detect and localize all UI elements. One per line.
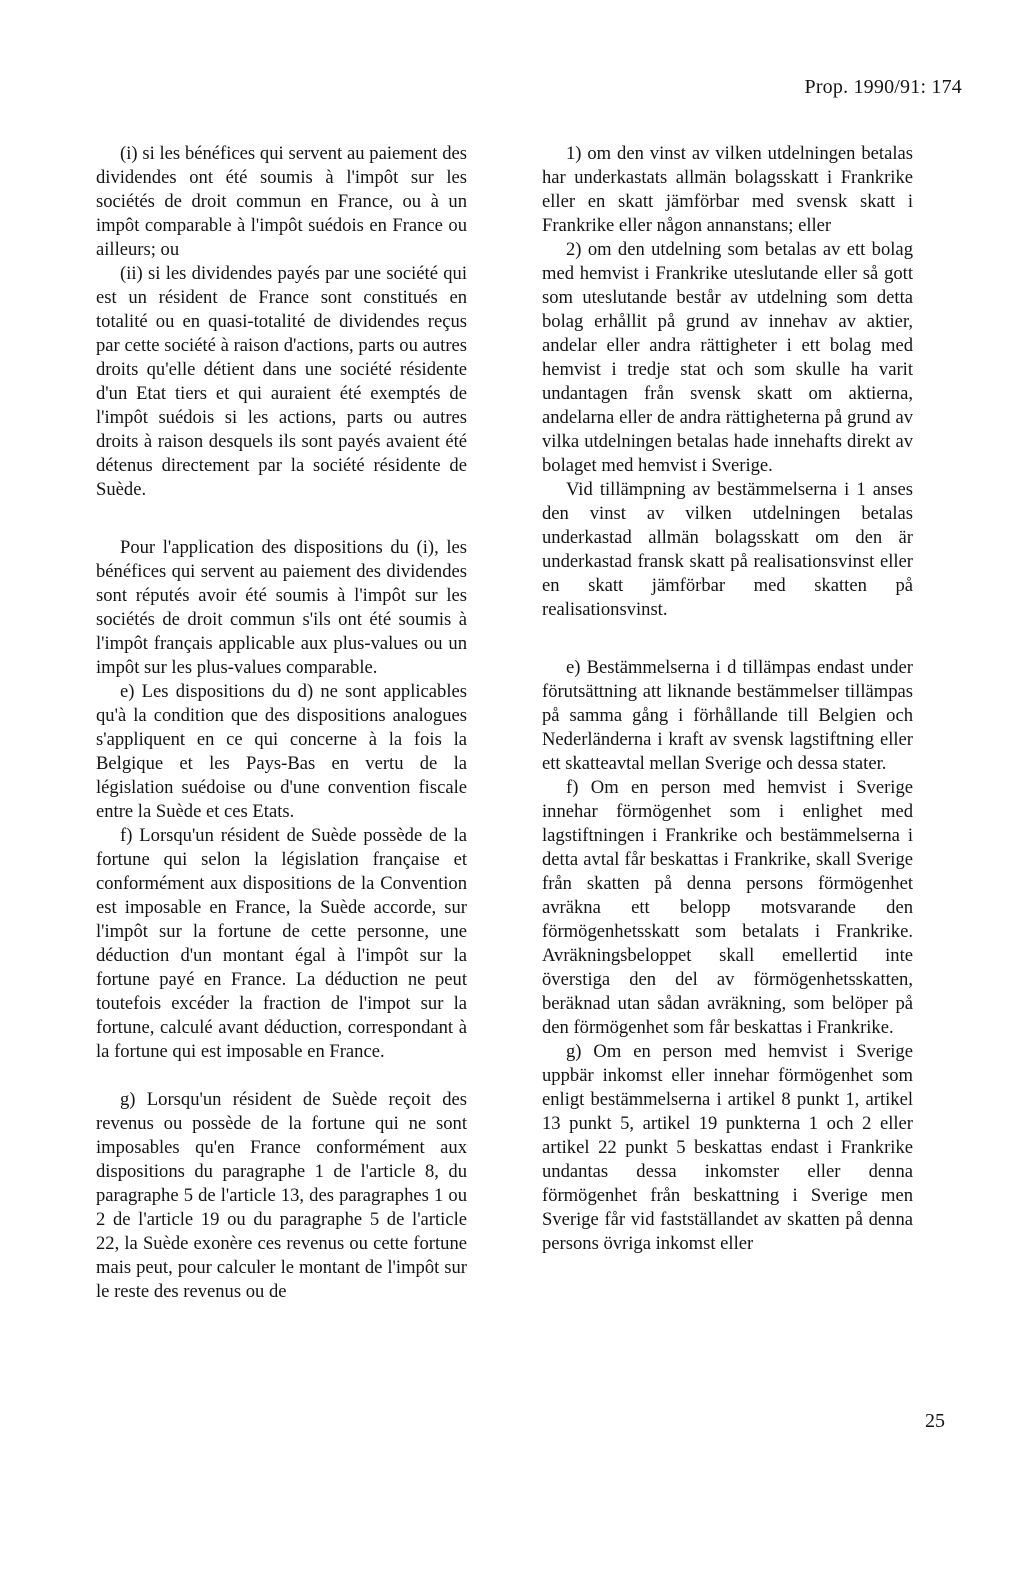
french-paragraph-ii: (ii) si les dividendes payés par une société qui est un résident de France sont constitués en totalité ou en quasi-totalité de dividendes reçus par cette société à raison d'actions, parts ou autres droits qu'elle détient dans une société résidente d'un Etat tiers et qui auraient été exemptés de l'impôt suédois si les actions, parts ou autres droits à raison desquels ils sont payés avaient été détenus directement par la société résidente de Suède. (96, 263, 467, 500)
swedish-paragraph-2: 2) om den utdelning som betalas av ett bolag med hemvist i Frankrike uteslutande eller så gott som uteslutande består av utdelning som detta bolag erhållit på grund av innehav av aktier, andelar eller andra rättigheter i ett bolag med hemvist i tredje stat och som skulle ha varit undantagen från svensk skatt om aktierna, andelarna eller de andra rättigheterna på grund av vilka utdelningen betalas hade innehafts direkt av bolaget med hemvist i Sverige. (542, 239, 913, 476)
swedish-paragraph-1: 1) om den vinst av vilken utdelningen betalas har underkastats allmän bolagsskatt i Frankrike eller en skatt jämförbar med svensk skatt i Frankrike eller någon annanstans; eller (542, 143, 913, 236)
french-paragraph-i: (i) si les bénéfices qui servent au paiement des dividendes ont été soumis à l'impôt sur les sociétés de droit commun en France, ou à un impôt comparable à l'impôt suédois en France ou ailleurs; ou (96, 143, 467, 260)
page-header: Prop. 1990/91: 174 (804, 76, 962, 98)
french-paragraph-g: g) Lorsqu'un résident de Suède reçoit des revenus ou possède de la fortune qui ne sont imposables qu'en France conformément aux dispositions du paragraphe 1 de l'article 8, du paragraphe 5 de l'article 13, des paragraphes 1 ou 2 de l'article 19 ou du paragraphe 5 de l'article 22, la Suède exonère ces revenus ou cette fortune mais peut, pour calculer le montant de l'impôt sur le reste des revenus ou de (96, 1089, 467, 1302)
swedish-paragraph-f: f) Om en person med hemvist i Sverige innehar förmögenhet som i enlighet med lagstiftningen i Frankrike och bestämmelserna i detta avtal får beskattas i Frankrike, skall Sverige från skatten på denna persons förmögenhet avräkna ett belopp motsvarande den förmögenhetsskatt som betalats i Frankrike. Avräkningsbeloppet skall emellertid inte överstiga den del av förmögenhetsskatten, beräknad utan sådan avräkning, som belöper på den förmögenhet som får beskattas i Frankrike. (542, 777, 913, 1038)
swedish-paragraph-e: e) Bestämmelserna i d tillämpas endast under förutsättning att liknande bestämmelser tillämpas på samma gång i förhållande till Belgien och Nederländerna i kraft av svensk lagstiftning eller ett skatteavtal mellan Sverige och dessa stater. (542, 657, 913, 774)
french-paragraph-f: f) Lorsqu'un résident de Suède possède de la fortune qui selon la législation française et conformément aux dispositions de la Convention est imposable en France, la Suède accorde, sur l'impôt sur la fortune de cette personne, une déduction d'un montant égal à l'impôt sur la fortune payé en France. La déduction ne peut toutefois excéder la fraction de l'impot sur la fortune, calculé avant déduction, correspondant à la fortune qui est imposable en France. (96, 825, 467, 1062)
swedish-paragraph-g: g) Om en person med hemvist i Sverige uppbär inkomst eller innehar förmögenhet som enligt bestämmelserna i artikel 8 punkt 1, artikel 13 punkt 5, artikel 19 punkterna 1 och 2 eller artikel 22 punkt 5 beskattas endast i Frankrike undantas dessa inkomster eller denna förmögenhet från beskattning i Sverige men Sverige får vid fastställandet av skatten på denna persons övriga inkomst eller (542, 1041, 913, 1254)
french-paragraph-application: Pour l'application des dispositions du (i), les bénéfices qui servent au paiement des dividendes sont réputés avoir été soumis à l'impôt sur les sociétés de droit commun s'ils ont été soumis à l'impôt français applicable aux plus-values ou un impôt sur les plus-values comparable. (96, 537, 467, 678)
swedish-paragraph-application: Vid tillämpning av bestämmelserna i 1 anses den vinst av vilken utdelningen betalas underkastad allmän bolagsskatt om den är underkastad fransk skatt på realisationsvinst eller en skatt jämförbar med skatten på realisationsvinst. (542, 479, 913, 620)
swedish-column (542, 142, 913, 1256)
page-number: 25 (925, 1410, 945, 1432)
french-column (96, 142, 467, 1304)
french-paragraph-e: e) Les dispositions du d) ne sont applicables qu'à la condition que des dispositions analogues s'appliquent en ce qui concerne à la fois la Belgique et les Pays-Bas en vertu de la législation suédoise ou d'une convention fiscale entre la Suède et ces Etats. (96, 681, 467, 822)
